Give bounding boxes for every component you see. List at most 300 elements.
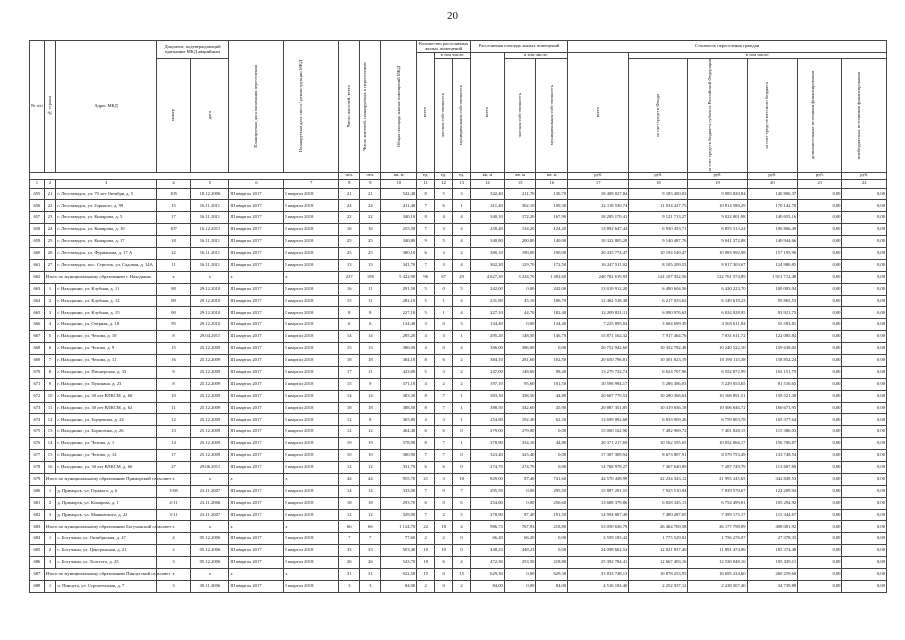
- table-row: [30, 307, 887, 319]
- cell-lc: 342 849,53: [747, 473, 798, 485]
- cell-a2: 140,00: [536, 236, 568, 248]
- cell-t: 18 408 027,84: [568, 188, 629, 200]
- cell-c1: 3: [435, 366, 453, 378]
- cell-n: 668: [30, 343, 45, 355]
- unit-cell: руб.: [629, 172, 688, 179]
- table-row: [30, 331, 887, 343]
- cell-a2: 124,20: [536, 224, 568, 236]
- cell-addr: г. Лесозаводск, ул. Комарова, д. 17: [56, 236, 156, 248]
- cell-s: 383,30: [381, 390, 417, 402]
- cell-q2: I квартал 2018: [284, 462, 339, 474]
- column-number: 14: [471, 179, 505, 188]
- cell-q1: III квартал 2017: [229, 331, 284, 343]
- cell-f: 10 301 823,19: [629, 354, 688, 366]
- cell-s: 340,10: [381, 212, 417, 224]
- cell-k: 1: [44, 533, 56, 545]
- cell-p: 12: [339, 426, 360, 438]
- cell-q1: III квартал 2017: [229, 343, 284, 355]
- cell-t: 12 462 518,38: [568, 295, 629, 307]
- column-number: 13: [453, 179, 471, 188]
- cell-t: 15 871 162,32: [568, 331, 629, 343]
- cell-t: 44 570 438,99: [568, 473, 629, 485]
- cell-e: 0,00: [798, 271, 842, 283]
- column-number: 19: [688, 179, 747, 188]
- cell-lc: 408 081,92: [747, 521, 798, 533]
- cell-c1: 0: [435, 580, 453, 592]
- cell-q2: I квартал 2018: [284, 295, 339, 307]
- cell-p: 6: [339, 319, 360, 331]
- cell-date: 05.12.2006: [191, 545, 229, 557]
- cell-a1: 338,50: [504, 390, 536, 402]
- table-row: [30, 557, 887, 569]
- cell-c1: 1: [435, 307, 453, 319]
- cell-c2: 29: [453, 271, 471, 283]
- cell-num: 8: [156, 331, 191, 343]
- cell-a1: 95,60: [504, 378, 536, 390]
- table-row: [30, 259, 887, 271]
- cell-lc: 133 748,54: [747, 450, 798, 462]
- cell-s: 388,50: [381, 402, 417, 414]
- cell-date: 29.12.2010: [191, 295, 229, 307]
- cell-rg: 26 177 798,89: [688, 521, 747, 533]
- cell-a: 231,80: [471, 295, 505, 307]
- cell-date: 25.12.2009: [191, 438, 229, 450]
- cell-num: 17: [156, 450, 191, 462]
- cell-a: 388,50: [471, 402, 505, 414]
- cell-a: 254,60: [471, 497, 505, 509]
- cell-t: 18 322 805,28: [568, 236, 629, 248]
- cell-lc: 260 259,60: [747, 569, 798, 581]
- cell-k: 2: [44, 497, 56, 509]
- cell-s: 542,40: [381, 188, 417, 200]
- cell-n: 683: [30, 521, 45, 533]
- cell-a1: 386,00: [504, 343, 536, 355]
- cell-num: 17: [156, 212, 191, 224]
- cell-n: 658: [30, 224, 45, 236]
- resettlement-table: [29, 40, 887, 593]
- cell-e: 0,00: [798, 307, 842, 319]
- cell-date: 25.12.2009: [191, 378, 229, 390]
- cell-a2: 0,00: [536, 462, 568, 474]
- cell-e2: 0,00: [842, 212, 887, 224]
- cell-p: 15: [339, 378, 360, 390]
- cell-n: 665: [30, 307, 45, 319]
- cell-pp: 7: [360, 533, 381, 545]
- cell-t: 24 098 662,54: [568, 545, 629, 557]
- cell-pp: 22: [360, 212, 381, 224]
- cell-date: 25.12.2009: [191, 390, 229, 402]
- cell-a2: 182,40: [536, 307, 568, 319]
- cell-addr: д. Приморск, ул. Горького, д. 6: [56, 485, 156, 497]
- cell-num: 3-11: [156, 509, 191, 521]
- cell-c1: 7: [435, 438, 453, 450]
- cell-rg: 7 401 828,15: [688, 426, 747, 438]
- cell-q1: III квартал 2017: [229, 509, 284, 521]
- col-total-area-header: Общая площадь жилых помещений МКД: [381, 41, 417, 173]
- table-row: [30, 295, 887, 307]
- cell-n: 681: [30, 497, 45, 509]
- table-row: [30, 426, 887, 438]
- table-row: [30, 343, 887, 355]
- cell-pp: 3: [360, 580, 381, 592]
- cell-q1: III квартал 2017: [229, 462, 284, 474]
- table-row: [30, 366, 887, 378]
- cell-num: 3: [156, 580, 191, 592]
- cell-t: 4 516 184,40: [568, 580, 629, 592]
- cell-addr: г. Находкино, ул. Клубная, д. 15: [56, 307, 156, 319]
- cell-q1: III квартал 2017: [229, 580, 284, 592]
- column-number: 16: [536, 179, 568, 188]
- cell-c2: 1: [453, 331, 471, 343]
- cell-pp: 18: [360, 402, 381, 414]
- cell-q2: I квартал 2018: [284, 200, 339, 212]
- cell-rg: 7 399 175,17: [688, 509, 747, 521]
- cell-date: 23.11.2006: [191, 497, 229, 509]
- cell-n: 657: [30, 212, 45, 224]
- cell-q2: I квартал 2018: [284, 188, 339, 200]
- cell-c1: 0: [435, 283, 453, 295]
- cell-pp: 26: [360, 557, 381, 569]
- cell-date: 16.11.2011: [191, 212, 229, 224]
- unit-cell: ед.: [435, 172, 453, 179]
- cell-c2: 4: [453, 259, 471, 271]
- cell-date: 25.12.2009: [191, 366, 229, 378]
- cell-k: 9: [44, 378, 56, 390]
- cell-p: 12: [339, 414, 360, 426]
- cell-t: 53 050 636,79: [568, 521, 629, 533]
- cell-q2: I квартал 2018: [284, 331, 339, 343]
- cell-c2: 4: [453, 212, 471, 224]
- cell-k: 7: [44, 354, 56, 366]
- cell-e: 0,00: [798, 247, 842, 259]
- cell-a1: 200,80: [504, 236, 536, 248]
- cell-c2: 0: [453, 533, 471, 545]
- cell-a1: 0,00: [504, 497, 536, 509]
- cell-lc: 140 806,37: [747, 188, 798, 200]
- cell-q1: III квартал 2017: [229, 224, 284, 236]
- cell-pp: 11: [360, 283, 381, 295]
- cell-t: 18 285 170,41: [568, 212, 629, 224]
- page-number: 20: [447, 10, 458, 22]
- cell-pp: 11: [360, 295, 381, 307]
- cell-num: 3-08: [156, 485, 191, 497]
- cell-c1: 0: [435, 343, 453, 355]
- cell-num: 105: [156, 188, 191, 200]
- cell-c: 5: [417, 307, 435, 319]
- cell-q1: III квартал 2017: [229, 545, 284, 557]
- cell-e2: 0,00: [842, 259, 887, 271]
- cell-a: 134,40: [471, 319, 505, 331]
- cell-n: 686: [30, 557, 45, 569]
- cell-a2: 218,80: [536, 557, 568, 569]
- cell-k: 22: [44, 200, 56, 212]
- cell-rg: 2 228 507,40: [688, 580, 747, 592]
- cell-e: 0,00: [798, 497, 842, 509]
- table-row: [30, 224, 887, 236]
- cell-s: 227,10: [381, 307, 417, 319]
- cell-pp: 14: [360, 331, 381, 343]
- cell-c: 8: [417, 438, 435, 450]
- table-row: [30, 462, 887, 474]
- cell-c2: 4: [453, 343, 471, 355]
- unit-cell: кв. м: [471, 172, 505, 179]
- cell-s: 365,80: [381, 414, 417, 426]
- cell-lc: 95 865,53: [747, 295, 798, 307]
- cell-a1: 87,40: [504, 473, 536, 485]
- cell-date: 29.12.2010: [191, 319, 229, 331]
- cell-t: 13 699 092,68: [568, 414, 629, 426]
- cell-e2: 0,00: [842, 569, 887, 581]
- cell-lc: 106 866,49: [747, 224, 798, 236]
- cell-a1: 148,60: [504, 366, 536, 378]
- cell-c: 8: [417, 188, 435, 200]
- cell-a: 629,30: [471, 569, 505, 581]
- cell-num: 107: [156, 224, 191, 236]
- column-number: 7: [284, 179, 339, 188]
- cell-c: 10: [417, 545, 435, 557]
- cell-c2: 1: [453, 402, 471, 414]
- cell-c2: 2: [453, 354, 471, 366]
- cell-q1: x: [229, 569, 284, 581]
- cell-q2: I квартал 2018: [284, 247, 339, 259]
- cell-q1: III квартал 2017: [229, 212, 284, 224]
- col-area-split-header: в том числе:: [504, 53, 567, 59]
- cell-pp: 14: [360, 390, 381, 402]
- cell-c: 10: [417, 557, 435, 569]
- cell-a1: 281,60: [504, 354, 536, 366]
- cell-e2: 0,00: [842, 378, 887, 390]
- cell-a1: 3 234,70: [504, 271, 536, 283]
- cell-rg: 9 022 801,98: [688, 212, 747, 224]
- cell-addr: д. Приморск, ул. Комарова, д. 1: [56, 497, 156, 509]
- cell-num: 88: [156, 283, 191, 295]
- cell-q1: III квартал 2017: [229, 295, 284, 307]
- cell-e2: 0,00: [842, 331, 887, 343]
- cell-a1: 192,30: [504, 414, 536, 426]
- col-doc-number-header: номер: [156, 59, 191, 173]
- cell-e: 0,00: [798, 509, 842, 521]
- cell-a2: 146,70: [536, 331, 568, 343]
- cell-date: 25.12.2009: [191, 426, 229, 438]
- cell-f: 8 673 807,91: [629, 450, 688, 462]
- cell-f: 7 917 464,76: [629, 331, 688, 343]
- cell-addr: с. Богучаны, ул. Октябрьская, д. 47: [56, 533, 156, 545]
- cell-e2: 0,00: [842, 283, 887, 295]
- cell-t: 13 010 912,20: [568, 283, 629, 295]
- cell-n: 682: [30, 509, 45, 521]
- cell-n: 656: [30, 200, 45, 212]
- cell-c: 5: [417, 283, 435, 295]
- cell-c1: 3: [435, 414, 453, 426]
- cell-lc: 81 516,65: [747, 378, 798, 390]
- cell-pp: 10: [360, 450, 381, 462]
- cell-n: 679: [30, 473, 45, 485]
- cell-p: 12: [339, 462, 360, 474]
- cell-num: 89: [156, 295, 191, 307]
- cell-f: 9 121 713,27: [629, 212, 688, 224]
- cell-lc: 195 329,11: [747, 557, 798, 569]
- cell-a: 278,90: [471, 509, 505, 521]
- col-local-header: за счет средств местного бюджета: [747, 59, 798, 173]
- cell-lc: 93 921,75: [747, 307, 798, 319]
- cell-addr: г. Находкино, ул. Озерная, д. 18: [56, 319, 156, 331]
- cell-num: x: [156, 521, 191, 533]
- cell-k: 3: [44, 557, 56, 569]
- cell-date: 16.11.2011: [191, 247, 229, 259]
- cell-q2: I квартал 2018: [284, 236, 339, 248]
- table-row: [30, 545, 887, 557]
- cell-k: 16: [44, 462, 56, 474]
- cell-t: 13 279 732,74: [568, 366, 629, 378]
- cell-q2: I квартал 2018: [284, 509, 339, 521]
- cell-f: 3 604 699,39: [629, 319, 688, 331]
- cell-e: 0,00: [798, 414, 842, 426]
- cell-f: 7 925 510,94: [629, 485, 688, 497]
- cell-date: 25.12.2009: [191, 450, 229, 462]
- cell-lc: 170 142,70: [747, 200, 798, 212]
- cell-date: 25.12.2009: [191, 402, 229, 414]
- cell-t: 33 833 748,13: [568, 569, 629, 581]
- cell-k: 6: [44, 343, 56, 355]
- column-number: 21: [798, 179, 842, 188]
- cell-f: 6 624 707,96: [629, 366, 688, 378]
- cell-e2: 0,00: [842, 354, 887, 366]
- cell-e: 0,00: [798, 473, 842, 485]
- cell-num: x: [156, 271, 191, 283]
- cell-c1: 3: [435, 224, 453, 236]
- cell-date: 25.12.2009: [191, 414, 229, 426]
- cell-c: 2: [417, 580, 435, 592]
- cell-lc: 34 739,88: [747, 580, 798, 592]
- cell-a: 295,20: [471, 331, 505, 343]
- cell-date: 23.11.2007: [191, 485, 229, 497]
- cell-q2: I квартал 2018: [284, 378, 339, 390]
- cell-n: 680: [30, 485, 45, 497]
- cell-p: 24: [339, 200, 360, 212]
- cell-q2: I квартал 2018: [284, 224, 339, 236]
- cell-q2: I квартал 2018: [284, 212, 339, 224]
- table-row: [30, 485, 887, 497]
- cell-pp: 11: [360, 366, 381, 378]
- cell-c1: 3: [435, 331, 453, 343]
- cell-num: 27: [156, 462, 191, 474]
- cell-n: 685: [30, 545, 45, 557]
- cell-a2: 45,90: [536, 402, 568, 414]
- cell-lc: 105 294,92: [747, 497, 798, 509]
- cell-k: 12: [44, 414, 56, 426]
- cell-q2: I квартал 2018: [284, 343, 339, 355]
- cell-c: 7: [417, 485, 435, 497]
- cell-lc: 115 344,67: [747, 509, 798, 521]
- cell-q2: I квартал 2018: [284, 533, 339, 545]
- cell-c: 21: [417, 473, 435, 485]
- cell-e: 0,00: [798, 319, 842, 331]
- cell-a2: 134,40: [536, 319, 568, 331]
- col-plan-start-header: Планируемая дата окончания переселения: [229, 41, 284, 173]
- cell-e: 0,00: [798, 426, 842, 438]
- cell-c1: 1: [435, 295, 453, 307]
- cell-k: 25: [44, 236, 56, 248]
- table-row: [30, 283, 887, 295]
- cell-c1: 0: [435, 569, 453, 581]
- cell-num: 4: [156, 533, 191, 545]
- cell-a1: 44,70: [504, 307, 536, 319]
- cell-q1: III квартал 2017: [229, 247, 284, 259]
- cell-c1: 4: [435, 212, 453, 224]
- cell-a: 295,50: [471, 485, 505, 497]
- cell-p: 18: [339, 497, 360, 509]
- table-row: [30, 580, 887, 592]
- cell-c2: 7: [453, 485, 471, 497]
- cell-a2: 186,70: [536, 295, 568, 307]
- cell-a: 384,10: [471, 354, 505, 366]
- cell-a2: 44,80: [536, 390, 568, 402]
- cell-e2: 0,00: [842, 247, 887, 259]
- cell-date: 29.12.2010: [191, 283, 229, 295]
- cell-q2: I квартал 2018: [284, 366, 339, 378]
- cell-rg: 10 190 115,38: [688, 354, 747, 366]
- cell-p: 10: [339, 450, 360, 462]
- cell-q2: x: [284, 271, 339, 283]
- cell-c: 6: [417, 247, 435, 259]
- cell-k: 23: [44, 212, 56, 224]
- cell-a2: 0,00: [536, 533, 568, 545]
- cell-n: 670: [30, 366, 45, 378]
- cell-e2: 0,00: [842, 295, 887, 307]
- cell-k: 1: [44, 283, 56, 295]
- cell-c2: 0: [453, 545, 471, 557]
- cell-s: 333,00: [381, 485, 417, 497]
- cell-f: 22 234 343,12: [629, 473, 688, 485]
- cell-addr: г. Лесозаводск, ул. Комарова, д. 5: [56, 212, 156, 224]
- cell-s: 371,10: [381, 378, 417, 390]
- cell-q2: x: [284, 521, 339, 533]
- cell-c1: 67: [435, 271, 453, 283]
- cell-c1: 10: [435, 545, 453, 557]
- cell-q2: I квартал 2018: [284, 390, 339, 402]
- cell-k: 1: [44, 485, 56, 497]
- cell-date: 05.12.2006: [191, 533, 229, 545]
- cell-q2: I квартал 2018: [284, 438, 339, 450]
- cell-lc: 105 377,64: [747, 414, 798, 426]
- cell-c1: 6: [435, 557, 453, 569]
- cell-e2: 0,00: [842, 390, 887, 402]
- cell-rg: 16 695 234,60: [688, 569, 747, 581]
- cell-p: 25: [339, 247, 360, 259]
- cell-addr: г. Находкино, ул. Чехова, д. 9: [56, 343, 156, 355]
- cell-rg: 3 565 611,84: [688, 319, 747, 331]
- subtotal-row: [30, 521, 887, 533]
- cell-e: 0,00: [798, 343, 842, 355]
- cell-pp: 25: [360, 236, 381, 248]
- cell-lc: 122 085,84: [747, 331, 798, 343]
- unit-cell: руб.: [842, 172, 887, 179]
- cell-s: 380,10: [381, 247, 417, 259]
- cell-f: 6 828 345,13: [629, 497, 688, 509]
- cell-t: 16 247 511,02: [568, 259, 629, 271]
- cell-n: 667: [30, 331, 45, 343]
- cell-c: 3: [417, 319, 435, 331]
- cell-rg: 5 229 053,65: [688, 378, 747, 390]
- cell-s: 329,00: [381, 509, 417, 521]
- cell-f: 5 286 386,03: [629, 378, 688, 390]
- cell-e2: 0,00: [842, 414, 887, 426]
- cell-rg: 10 052 066,17: [688, 438, 747, 450]
- cell-c1: 5: [435, 236, 453, 248]
- cell-e2: 0,00: [842, 188, 887, 200]
- cell-a2: 741,60: [536, 473, 568, 485]
- cell-c2: 1: [453, 390, 471, 402]
